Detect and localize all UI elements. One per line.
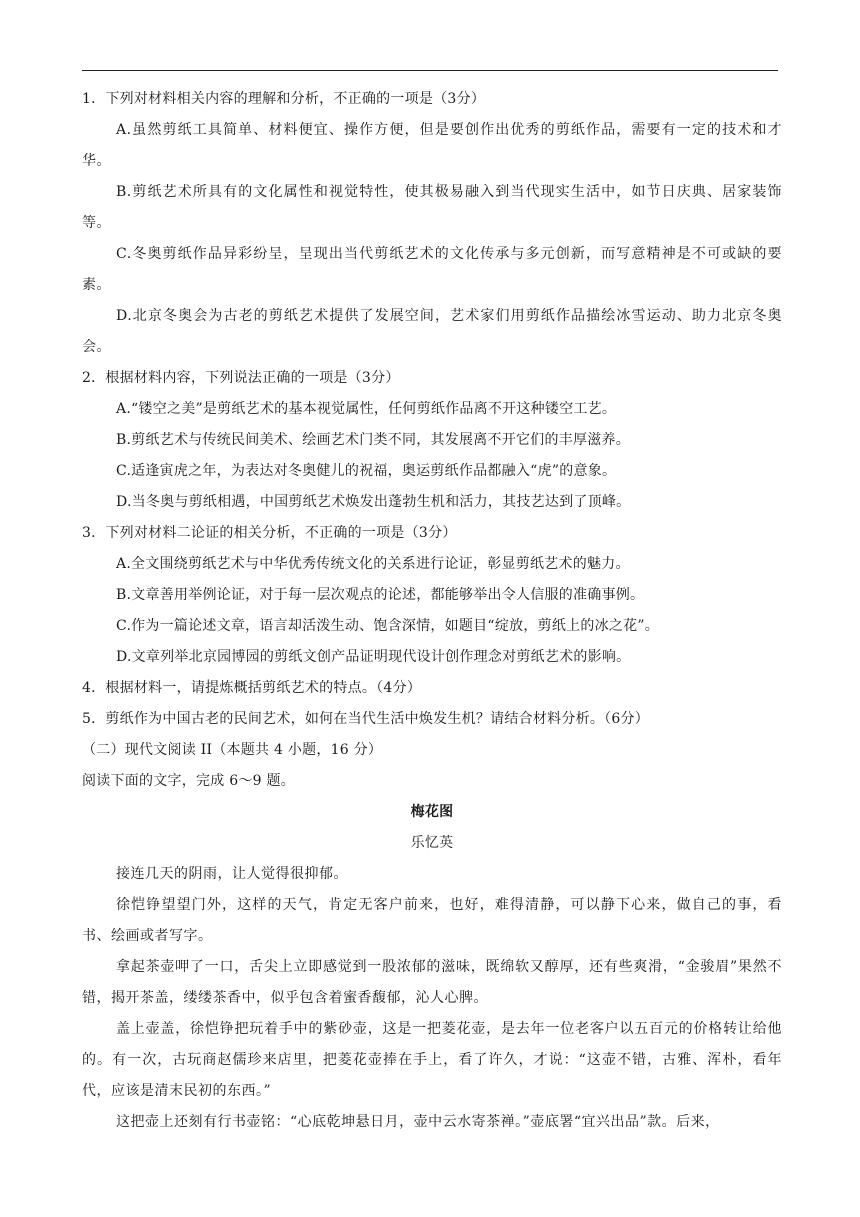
story-paragraph-3: 拿起茶壶呷了一口，舌尖上立即感觉到一股浓郁的滋味，既绵软又醇厚，还有些爽滑，“金骏眉”果然不错，揭开茶盖，缕缕茶香中，似乎包含着蜜香馥郁，沁人心脾。 xyxy=(82,959,782,1006)
story-paragraph-5: 这把壶上还刻有行书壶铭：“心底乾坤悬日月，壶中云水寄茶禅。”壶底署“宜兴出品”款。后来， xyxy=(116,1114,720,1130)
story-paragraph-1: 接连几天的阴雨，让人觉得很抑郁。 xyxy=(116,866,348,882)
story-title: 梅花图 xyxy=(410,804,454,820)
question-5: 5．剪纸作为中国古老的民间艺术，如何在当代生活中焕发生机？请结合材料分析。（6分） xyxy=(82,711,650,727)
question-2-option-c: C.适逢寅虎之年，为表达对冬奥健儿的祝福，奥运剪纸作品都融入“虎”的意象。 xyxy=(116,463,617,479)
question-4: 4．根据材料一，请提炼概括剪纸艺术的特点。（4分） xyxy=(82,680,422,696)
question-1-option-b: B.剪纸艺术所具有的文化属性和视觉特性，使其极易融入到当代现实生活中，如节日庆典、居家装饰等。 xyxy=(82,184,782,231)
question-2-stem: 2．根据材料内容，下列说法正确的一项是（3分） xyxy=(82,370,400,386)
story-paragraph-4: 盖上壶盖，徐恺铮把玩着手中的紫砂壶，这是一把菱花壶，是去年一位老客户以五百元的价格转让给他的。有一次，古玩商赵儒珍来店里，把菱花壶捧在手上，看了许久，才说：“这壶不错，古雅、浑朴，看年代，应该是清末民初的东西。” xyxy=(82,1021,782,1099)
story-paragraph-2: 徐恺铮望望门外，这样的天气，肯定无客户前来，也好，难得清静，可以静下心来，做自己的事，看书、绘画或者写字。 xyxy=(82,897,782,944)
section-heading: （二）现代文阅读 II（本题共 4 小题，16 分） xyxy=(82,742,383,758)
question-2-option-a: A.“镂空之美”是剪纸艺术的基本视觉属性，任何剪纸作品离不开这种镂空工艺。 xyxy=(116,401,617,417)
question-1-option-c: C.冬奥剪纸作品异彩纷呈，呈现出当代剪纸艺术的文化传承与多元创新，而写意精神是不可或缺的要素。 xyxy=(82,246,782,293)
question-1-option-a: A.虽然剪纸工具简单、材料便宜、操作方便，但是要创作出优秀的剪纸作品，需要有一定的技术和才华。 xyxy=(82,122,782,169)
document-page xyxy=(82,84,782,1138)
question-2-option-d: D.当冬奥与剪纸相遇，中国剪纸艺术焕发出蓬勃生机和活力，其技艺达到了顶峰。 xyxy=(116,494,631,510)
question-3-option-c: C.作为一篇论述文章，语言却活泼生动、饱含深情，如题目“绽放，剪纸上的冰之花”。 xyxy=(116,618,659,634)
story-author: 乐忆英 xyxy=(410,835,454,851)
header-rule xyxy=(82,70,778,71)
question-3-option-b: B.文章善用举例论证，对于每一层次观点的论述，都能够举出令人信服的准确事例。 xyxy=(116,587,645,603)
question-3-option-a: A.全文围绕剪纸艺术与中华优秀传统文化的关系进行论证，彰显剪纸艺术的魅力。 xyxy=(116,556,630,572)
question-3-stem: 3．下列对材料二论证的相关分析，不正确的一项是（3分） xyxy=(82,525,457,541)
question-2-option-b: B.剪纸艺术与传统民间美术、绘画艺术门类不同，其发展离不开它们的丰厚滋养。 xyxy=(116,432,630,448)
question-3-option-d: D.文章列举北京园博园的剪纸文创产品证明现代设计创作理念对剪纸艺术的影响。 xyxy=(116,649,631,665)
question-1-option-d: D.北京冬奥会为古老的剪纸艺术提供了发展空间，艺术家们用剪纸作品描绘冰雪运动、助力北京冬奥会。 xyxy=(82,308,782,355)
question-1-stem: 1．下列对材料相关内容的理解和分析，不正确的一项是（3分） xyxy=(82,91,486,107)
section-instruction: 阅读下面的文字，完成 6～9 题。 xyxy=(82,773,295,789)
